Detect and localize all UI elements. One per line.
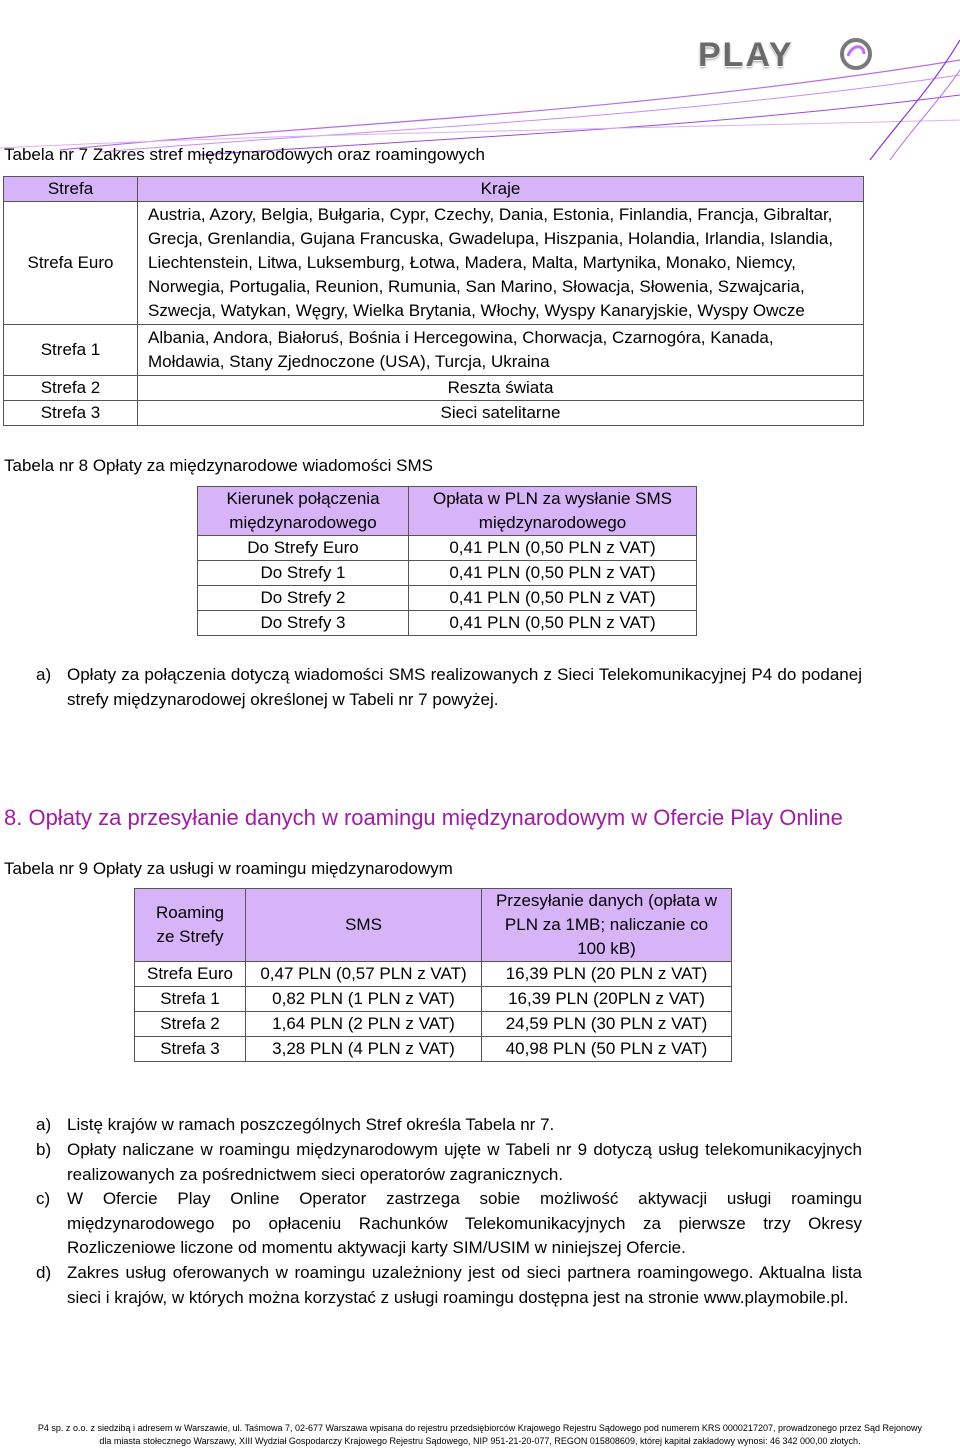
note-item <box>36 1261 862 1310</box>
sms-fees-table <box>197 486 697 636</box>
zone-cell: Strefa 1 <box>4 325 138 376</box>
note-item <box>36 1187 862 1261</box>
table-row <box>4 325 864 376</box>
note-line: Opłaty naliczane w roamingu międzynarodowym ujęte w Tabeli nr 9 dotyczą usług <box>67 1140 699 1159</box>
note-label: a) <box>36 1115 52 1134</box>
note-label: a) <box>36 665 52 684</box>
header-cell: Kraje <box>138 177 864 202</box>
header-line: Roaming <box>155 903 225 922</box>
countries-line: Mołdawia, Stany Zjednoczone (USA), Turcja, Ukraina <box>148 352 550 371</box>
sms-fee-cell: 3,28 PLN (4 PLN z VAT) <box>246 1037 482 1062</box>
fee-cell: 0,41 PLN (0,50 PLN z VAT) <box>409 611 697 636</box>
countries-line: Austria, Azory, Belgia, Bułgaria, Cypr, Czechy, Dania, Estonia, Finlandia, Francja, Gibraltar, <box>148 205 833 224</box>
sms-fee-cell: 1,64 PLN (2 PLN z VAT) <box>246 1012 482 1037</box>
header-line: międzynarodowego <box>229 513 377 532</box>
header-line: Opłata w PLN za wysłanie SMS <box>432 489 673 508</box>
sms-fee-cell: 0,47 PLN (0,57 PLN z VAT) <box>246 962 482 987</box>
countries-line: Albania, Andora, Białoruś, Bośnia i Hercegowina, Chorwacja, Czarnogóra, Kanada, <box>148 328 774 347</box>
zone-cell: Strefa 2 <box>135 1012 246 1037</box>
direction-cell: Do Strefy 3 <box>198 611 409 636</box>
note-text <box>67 1187 862 1261</box>
note-line: Zakres usług oferowanych w roamingu uzależniony jest od sieci partnera roamingowego. Aktualna lista <box>67 1263 862 1282</box>
data-fee-cell: 16,39 PLN (20PLN z VAT) <box>482 987 732 1012</box>
note-label: b) <box>36 1140 52 1159</box>
table-row <box>198 561 697 586</box>
note-text <box>67 1261 862 1310</box>
note-line: podanej strefy międzynarodowej określonej w Tabeli nr 7 powyżej. <box>67 665 862 709</box>
header-line: międzynarodowego <box>478 513 627 532</box>
note-text <box>67 663 862 712</box>
note-label: d) <box>36 1263 52 1282</box>
header-line: ze Strefy <box>156 927 224 946</box>
header-cell <box>198 487 409 536</box>
table-row <box>135 1012 732 1037</box>
note-line: W Ofercie Play Online Operator zastrzega sobie możliwość aktywacji usługi roamingu <box>67 1189 862 1208</box>
zone-cell: Strefa Euro <box>4 202 138 325</box>
roaming-fees-table <box>134 888 732 1062</box>
countries-cell: Sieci satelitarne <box>138 401 864 426</box>
note-item <box>36 1113 862 1138</box>
play-logo <box>698 36 868 76</box>
footer-line: P4 sp. z o.o. z siedzibą i adresem w Warszawie, ul. Taśmowa 7, 02-677 Warszawa wpisana do rejestru przedsiębiorców Krajowego Rejestru Sądowego pod numerem KRS 0000217207, prowadzonego przez Sąd Rejonowy <box>37 1423 923 1433</box>
header-line: PLN za 1MB; naliczanie co <box>504 915 709 934</box>
zone-cell: Strefa 3 <box>135 1037 246 1062</box>
data-fee-cell: 16,39 PLN (20 PLN z VAT) <box>482 962 732 987</box>
zone-cell: Strefa 3 <box>4 401 138 426</box>
note-line: Opłaty za połączenia dotyczą wiadomości SMS realizowanych z Sieci Telekomunikacyjnej P4 do <box>67 665 797 684</box>
logo-swirl-icon <box>838 36 874 72</box>
table-header-row <box>198 487 697 536</box>
header-cell <box>409 487 697 536</box>
table-header-row <box>4 177 864 202</box>
fee-cell: 0,41 PLN (0,50 PLN z VAT) <box>409 586 697 611</box>
header-cell <box>246 889 482 962</box>
note-text <box>67 1113 862 1138</box>
table-row <box>198 611 697 636</box>
table-header-row <box>135 889 732 962</box>
countries-line: Norwegia, Portugalia, Reunion, Rumunia, San Marino, Słowacja, Słowenia, Szwajcaria, <box>148 277 805 296</box>
table-row <box>4 401 864 426</box>
logo-text: PLAY <box>698 36 794 74</box>
header-cell <box>482 889 732 962</box>
countries-line: Liechtenstein, Litwa, Luksemburg, Łotwa, Madera, Malta, Martynika, Monako, Niemcy, <box>148 253 796 272</box>
countries-cell <box>138 202 864 325</box>
direction-cell: Do Strefy Euro <box>198 536 409 561</box>
note-line: www.playmobile.pl. <box>703 1287 849 1307</box>
direction-cell: Do Strefy 2 <box>198 586 409 611</box>
zone-cell: Strefa 1 <box>135 987 246 1012</box>
direction-cell: Do Strefy 1 <box>198 561 409 586</box>
table-row <box>198 536 697 561</box>
footer-line: dla miasta stołecznego Warszawy, XIII Wydział Gospodarczy Krajowego Rejestru Sądowego, NIP 951-21-20-077, REGON 015808609, której kapitał zakładowy wynosi: 46 342 000,00 złotych. <box>99 1436 861 1446</box>
note-item <box>36 1138 862 1187</box>
table-row <box>198 586 697 611</box>
table-row <box>4 376 864 401</box>
table8-caption: Tabela nr 8 Opłaty za międzynarodowe wiadomości SMS <box>4 456 433 475</box>
fee-cell: 0,41 PLN (0,50 PLN z VAT) <box>409 536 697 561</box>
note-line: Listę krajów w ramach poszczególnych Stref określa Tabela nr 7. <box>67 1115 555 1134</box>
header-line: Przesyłanie danych (opłata w <box>495 891 718 910</box>
header-cell <box>135 889 246 962</box>
table7-caption: Tabela nr 7 Zakres stref międzynarodowych oraz roamingowych <box>4 145 485 164</box>
header-line: SMS <box>345 915 382 934</box>
note-label: c) <box>36 1189 51 1208</box>
note-item <box>36 663 862 712</box>
data-fee-cell: 40,98 PLN (50 PLN z VAT) <box>482 1037 732 1062</box>
countries-line: Szwecja, Watykan, Węgry, Wielka Brytania, Włochy, Wyspy Kanaryjskie, Wyspy Owcze <box>148 301 805 320</box>
table-row <box>135 987 732 1012</box>
header-line: Kierunek połączenia <box>226 489 380 508</box>
header-line: 100 kB) <box>577 939 636 958</box>
countries-cell <box>138 325 864 376</box>
note-text <box>67 1138 862 1187</box>
table-row <box>135 1037 732 1062</box>
zone-cell: Strefa Euro <box>135 962 246 987</box>
note-line: Rozliczeniowe liczone od momentu aktywacji karty SIM/USIM w niniejszej Ofercie. <box>67 1238 686 1257</box>
zones-table <box>3 176 864 426</box>
note-line: sieci i krajów, w których można korzystać z usługi roamingu dostępna jest na stronie <box>67 1287 700 1307</box>
decorative-swirl-lines <box>0 0 960 160</box>
table-row <box>4 202 864 325</box>
note-line: telekomunikacyjnych realizowanych za pośrednictwem sieci operatorów zagranicznych. <box>67 1140 862 1184</box>
zone-cell: Strefa 2 <box>4 376 138 401</box>
table9-caption: Tabela nr 9 Opłaty za usługi w roamingu międzynarodowym <box>4 859 453 878</box>
sms-fee-cell: 0,82 PLN (1 PLN z VAT) <box>246 987 482 1012</box>
note-line: międzynarodowego po opłaceniu Rachunków Telekomunikacyjnych za pierwsze trzy Okresy <box>67 1213 862 1233</box>
countries-cell: Reszta świata <box>138 376 864 401</box>
header-cell: Strefa <box>4 177 138 202</box>
section-heading: 8. Opłaty za przesyłanie danych w roamingu międzynarodowym w Ofercie Play Online <box>4 805 843 830</box>
countries-line: Grecja, Grenlandia, Gujana Francuska, Gwadelupa, Hiszpania, Holandia, Irlandia, Islandia, <box>148 229 834 248</box>
fee-cell: 0,41 PLN (0,50 PLN z VAT) <box>409 561 697 586</box>
table-row <box>135 962 732 987</box>
data-fee-cell: 24,59 PLN (30 PLN z VAT) <box>482 1012 732 1037</box>
